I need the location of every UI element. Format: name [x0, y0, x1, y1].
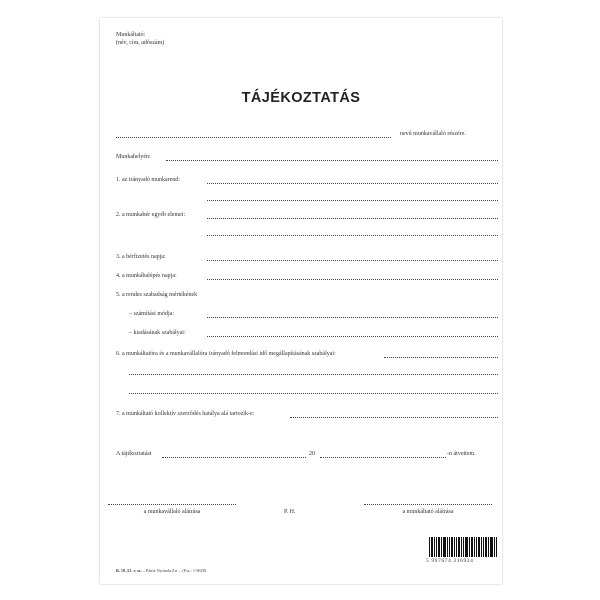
footer-publisher: – Pátria Nyomda Zrt. – (Fsz.: 1-9028)	[142, 568, 207, 573]
footer-code: B. 18–52. r. sz.	[116, 568, 142, 573]
ack-year: 20	[309, 451, 315, 457]
employer-sublabel: (név, cím, adószám)	[116, 40, 165, 46]
item-3-label: 3. a bérfizetés napja:	[116, 254, 166, 260]
item-5a-field[interactable]	[207, 317, 498, 318]
ack-place-field[interactable]	[162, 457, 306, 458]
item-1-field-line2[interactable]	[207, 200, 498, 201]
item-1-label: 1. az irányadó munkarend:	[116, 177, 180, 183]
item-5b-field[interactable]	[207, 336, 498, 337]
item-6-field-line3[interactable]	[129, 393, 498, 394]
employee-signature-label: a munkavállaló aláírása	[143, 509, 201, 515]
addressee-name-field[interactable]	[116, 137, 391, 138]
ack-date-field[interactable]	[320, 457, 446, 458]
workplace-field[interactable]	[166, 160, 498, 161]
ack-suffix: -n átvettem.	[447, 451, 476, 457]
item-6-field[interactable]	[384, 357, 498, 358]
employer-label: Munkáltató:	[116, 32, 146, 38]
item-1-field[interactable]	[207, 183, 498, 184]
employee-signature-field[interactable]	[108, 504, 236, 505]
form-sheet	[100, 18, 502, 584]
item-7-field[interactable]	[290, 417, 498, 418]
page-title: TÁJÉKOZTATÁS	[241, 90, 361, 106]
employer-signature-label: a munkáltató aláírása	[402, 509, 454, 515]
item-5a-label: – számítási módja:	[129, 311, 174, 317]
item-5b-label: – kiadásának szabályai:	[129, 330, 186, 336]
item-7-label: 7. a munkáltató kollektív szerződés hatálya alá tartozik-e:	[116, 411, 255, 417]
item-3-field[interactable]	[207, 260, 498, 261]
item-4-label: 4. a munkábalépés napja:	[116, 273, 177, 279]
barcode	[429, 537, 499, 557]
item-2-field-line2[interactable]	[207, 235, 498, 236]
workplace-label: Munkahelyén:	[116, 154, 151, 160]
stamp-label: P. H.	[284, 509, 296, 515]
item-4-field[interactable]	[207, 279, 498, 280]
item-2-field[interactable]	[207, 218, 498, 219]
item-2-label: 2. a munkabér egyéb elemei:	[116, 212, 186, 218]
addressee-suffix: nevű munkavállaló részére.	[400, 131, 466, 137]
item-5-label: 5. a rendes szabadság mértékének	[116, 292, 198, 298]
barcode-number: 5 997674 316924	[426, 558, 474, 564]
ack-prefix: A tájékoztatást	[116, 451, 152, 457]
employer-signature-field[interactable]	[364, 504, 492, 505]
item-6-label: 6. a munkáltatóra és a munkavállalóra irányadó felmondási idő megállapításának szabályai:	[116, 351, 336, 357]
print-footer	[116, 568, 206, 573]
item-6-field-line2[interactable]	[129, 374, 498, 375]
